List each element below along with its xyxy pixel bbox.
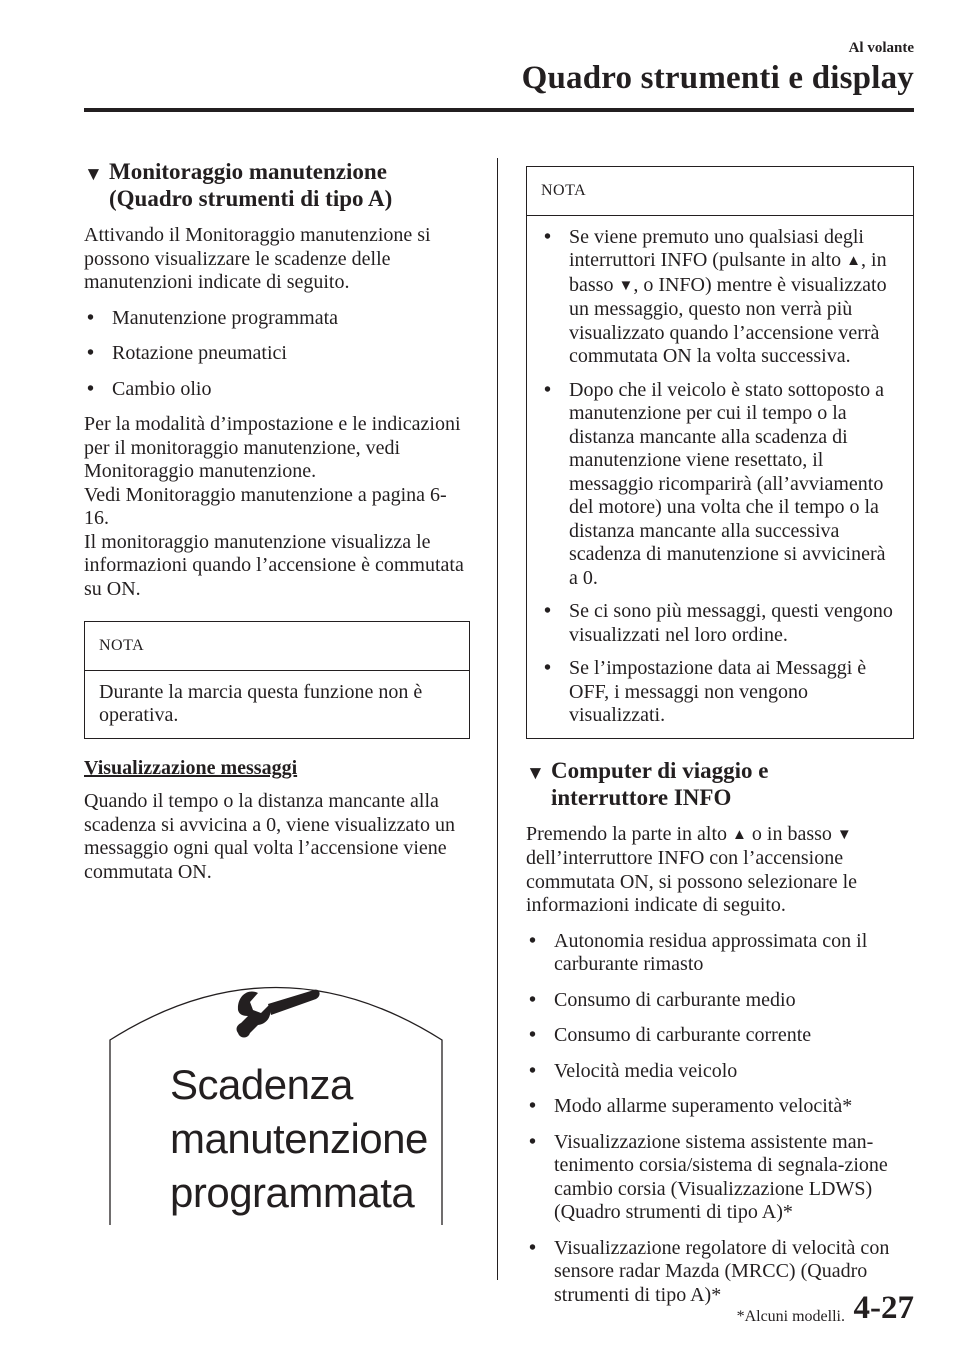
list-item <box>526 1060 914 1084</box>
header-section: Al volante <box>848 40 914 56</box>
bullet-icon: • <box>529 1130 537 1153</box>
note-text: Se viene premuto uno qualsiasi degli interruttori INFO (pulsante in alto <box>569 225 864 271</box>
header-rule <box>84 108 914 112</box>
bullet-icon: • <box>87 306 95 329</box>
paragraph: Per la modalità d’impostazione e le indicazioni per il monitoraggio manutenzione, vedi Monitoraggio manutenzione. <box>84 413 461 482</box>
list-item-text: Velocità media veicolo <box>554 1059 738 1082</box>
bullet-icon: • <box>544 657 552 679</box>
footnote: *Alcuni modelli. <box>736 1308 845 1325</box>
list-item <box>541 657 899 728</box>
heading-line: Monitoraggio manutenzione <box>109 159 387 184</box>
paragraph: Il monitoraggio manutenzione visualizza le informazioni quando l’accensione è commutata su ON. <box>84 530 464 600</box>
bullet-icon: • <box>87 342 95 364</box>
bullet-icon: • <box>529 988 537 1011</box>
note-body <box>527 216 913 738</box>
list-item <box>541 226 899 369</box>
bullet-icon: • <box>544 378 552 401</box>
note-text: Dopo che il veicolo è stato sottoposto a manutenzione per cui il tempo o la distanza mancante alla scadenza di manutenzione viene resettato, il messaggio ricomparirà (all’avviamento del motore) una volta che il tempo o la distanza mancante alla successiva scadenza di manutenzione si avvicinerà a 0. <box>569 378 886 589</box>
right-column <box>526 166 914 1319</box>
display-line: programmata <box>170 1169 415 1216</box>
note-title: NOTA <box>527 167 913 216</box>
subheading: Visualizzazione messaggi <box>84 756 298 779</box>
list-item <box>526 1024 914 1048</box>
list-item-text: Cambio olio <box>112 377 212 400</box>
section-heading-maintenance <box>84 158 470 212</box>
list-item-text: Consumo di carburante medio <box>554 988 796 1011</box>
display-message <box>170 1058 428 1220</box>
list-item <box>541 379 899 591</box>
bullet-icon: • <box>87 377 95 400</box>
triangle-down-icon: ▼ <box>84 164 103 185</box>
note-body: Durante la marcia questa funzione non è operativa. <box>99 680 423 726</box>
list-item <box>526 930 914 977</box>
bullet-icon: • <box>529 1095 537 1117</box>
paragraph: Vedi Monitoraggio manutenzione a pagina 6-16. <box>84 483 447 529</box>
page-number: 4-27 <box>853 1290 914 1326</box>
note-text: Se l’impostazione data ai Messaggi è OFF, i messaggi non vengono visualizzati. <box>569 657 867 726</box>
list-item-text: Rotazione pneumatici <box>112 342 287 364</box>
section-heading-trip-computer <box>526 757 914 811</box>
note-box <box>526 166 914 739</box>
intro-paragraph: Attivando il Monitoraggio manutenzione si possono visualizzare le scadenze delle manutenzioni indicate di seguito. <box>84 224 431 293</box>
intro-text: o in basso <box>751 822 832 845</box>
paragraph: Quando il tempo o la distanza mancante alla scadenza si avvicina a 0, viene visualizzato un messaggio ogni qual volta l’accensione viene commutata ON. <box>84 790 455 883</box>
bullet-icon: • <box>544 225 552 248</box>
list-item-text: Visualizzazione regolatore di velocità con sensore radar Mazda (MRCC) (Quadro strumenti di tipo A)* <box>554 1236 890 1306</box>
display-line: manutenzione <box>170 1115 428 1162</box>
list-item <box>84 307 470 331</box>
intro-text: Premendo la parte in alto <box>526 822 728 845</box>
intro-paragraph <box>526 823 914 918</box>
list-item <box>526 1131 914 1225</box>
bullet-icon: • <box>529 1024 537 1046</box>
note-text: , in basso <box>569 249 887 296</box>
heading-line: Computer di viaggio e <box>551 757 769 783</box>
list-item-text: Visualizzazione sistema assistente man-tenimento corsia/sistema di segnala-zione cambio corsia (Visualizzazione LDWS) (Quadro strumenti di tipo A)* <box>554 1130 888 1223</box>
heading-line: interruttore INFO <box>551 784 732 810</box>
list-item <box>84 378 470 402</box>
triangle-up-icon: ▲ <box>846 253 862 269</box>
column-divider <box>497 158 498 1280</box>
triangle-up-icon: ▲ <box>732 826 747 843</box>
list-item-text: Modo allarme superamento velocità* <box>554 1095 853 1117</box>
list-item-text: Manutenzione programmata <box>112 306 339 329</box>
triangle-down-icon: ▼ <box>618 277 634 294</box>
list-item <box>541 600 899 647</box>
triangle-down-icon: ▼ <box>526 762 545 784</box>
intro-text: dell’interruttore INFO con l’accensione commutata ON, si possono selezionare le informazioni indicate di seguito. <box>526 847 858 916</box>
note-box <box>84 621 470 739</box>
bullet-icon: • <box>529 1236 537 1259</box>
note-text: Se ci sono più messaggi, questi vengono visualizzati nel loro ordine. <box>569 600 893 646</box>
note-text: , o INFO) mentre è visualizzato un messaggio, questo non verrà più visualizzato quando l’accensione verrà commutata ON la volta successiva. <box>569 273 887 367</box>
wrench-icon <box>237 990 320 1038</box>
list-item-text: Autonomia residua approssimata con il carburante rimasto <box>554 929 868 975</box>
bullet-icon: • <box>544 600 552 622</box>
heading-line: (Quadro strumenti di tipo A) <box>109 186 393 211</box>
display-line: Scadenza <box>170 1061 353 1108</box>
note-title: NOTA <box>85 622 469 671</box>
list-item <box>526 989 914 1013</box>
list-item <box>526 1095 914 1119</box>
bullet-icon: • <box>529 1059 537 1082</box>
list-item-text: Consumo di carburante corrente <box>554 1024 812 1046</box>
triangle-down-icon: ▼ <box>836 826 852 843</box>
page-title: Quadro strumenti e display <box>521 60 914 96</box>
left-column <box>84 158 470 896</box>
bullet-icon: • <box>529 929 537 952</box>
list-item <box>84 342 470 366</box>
